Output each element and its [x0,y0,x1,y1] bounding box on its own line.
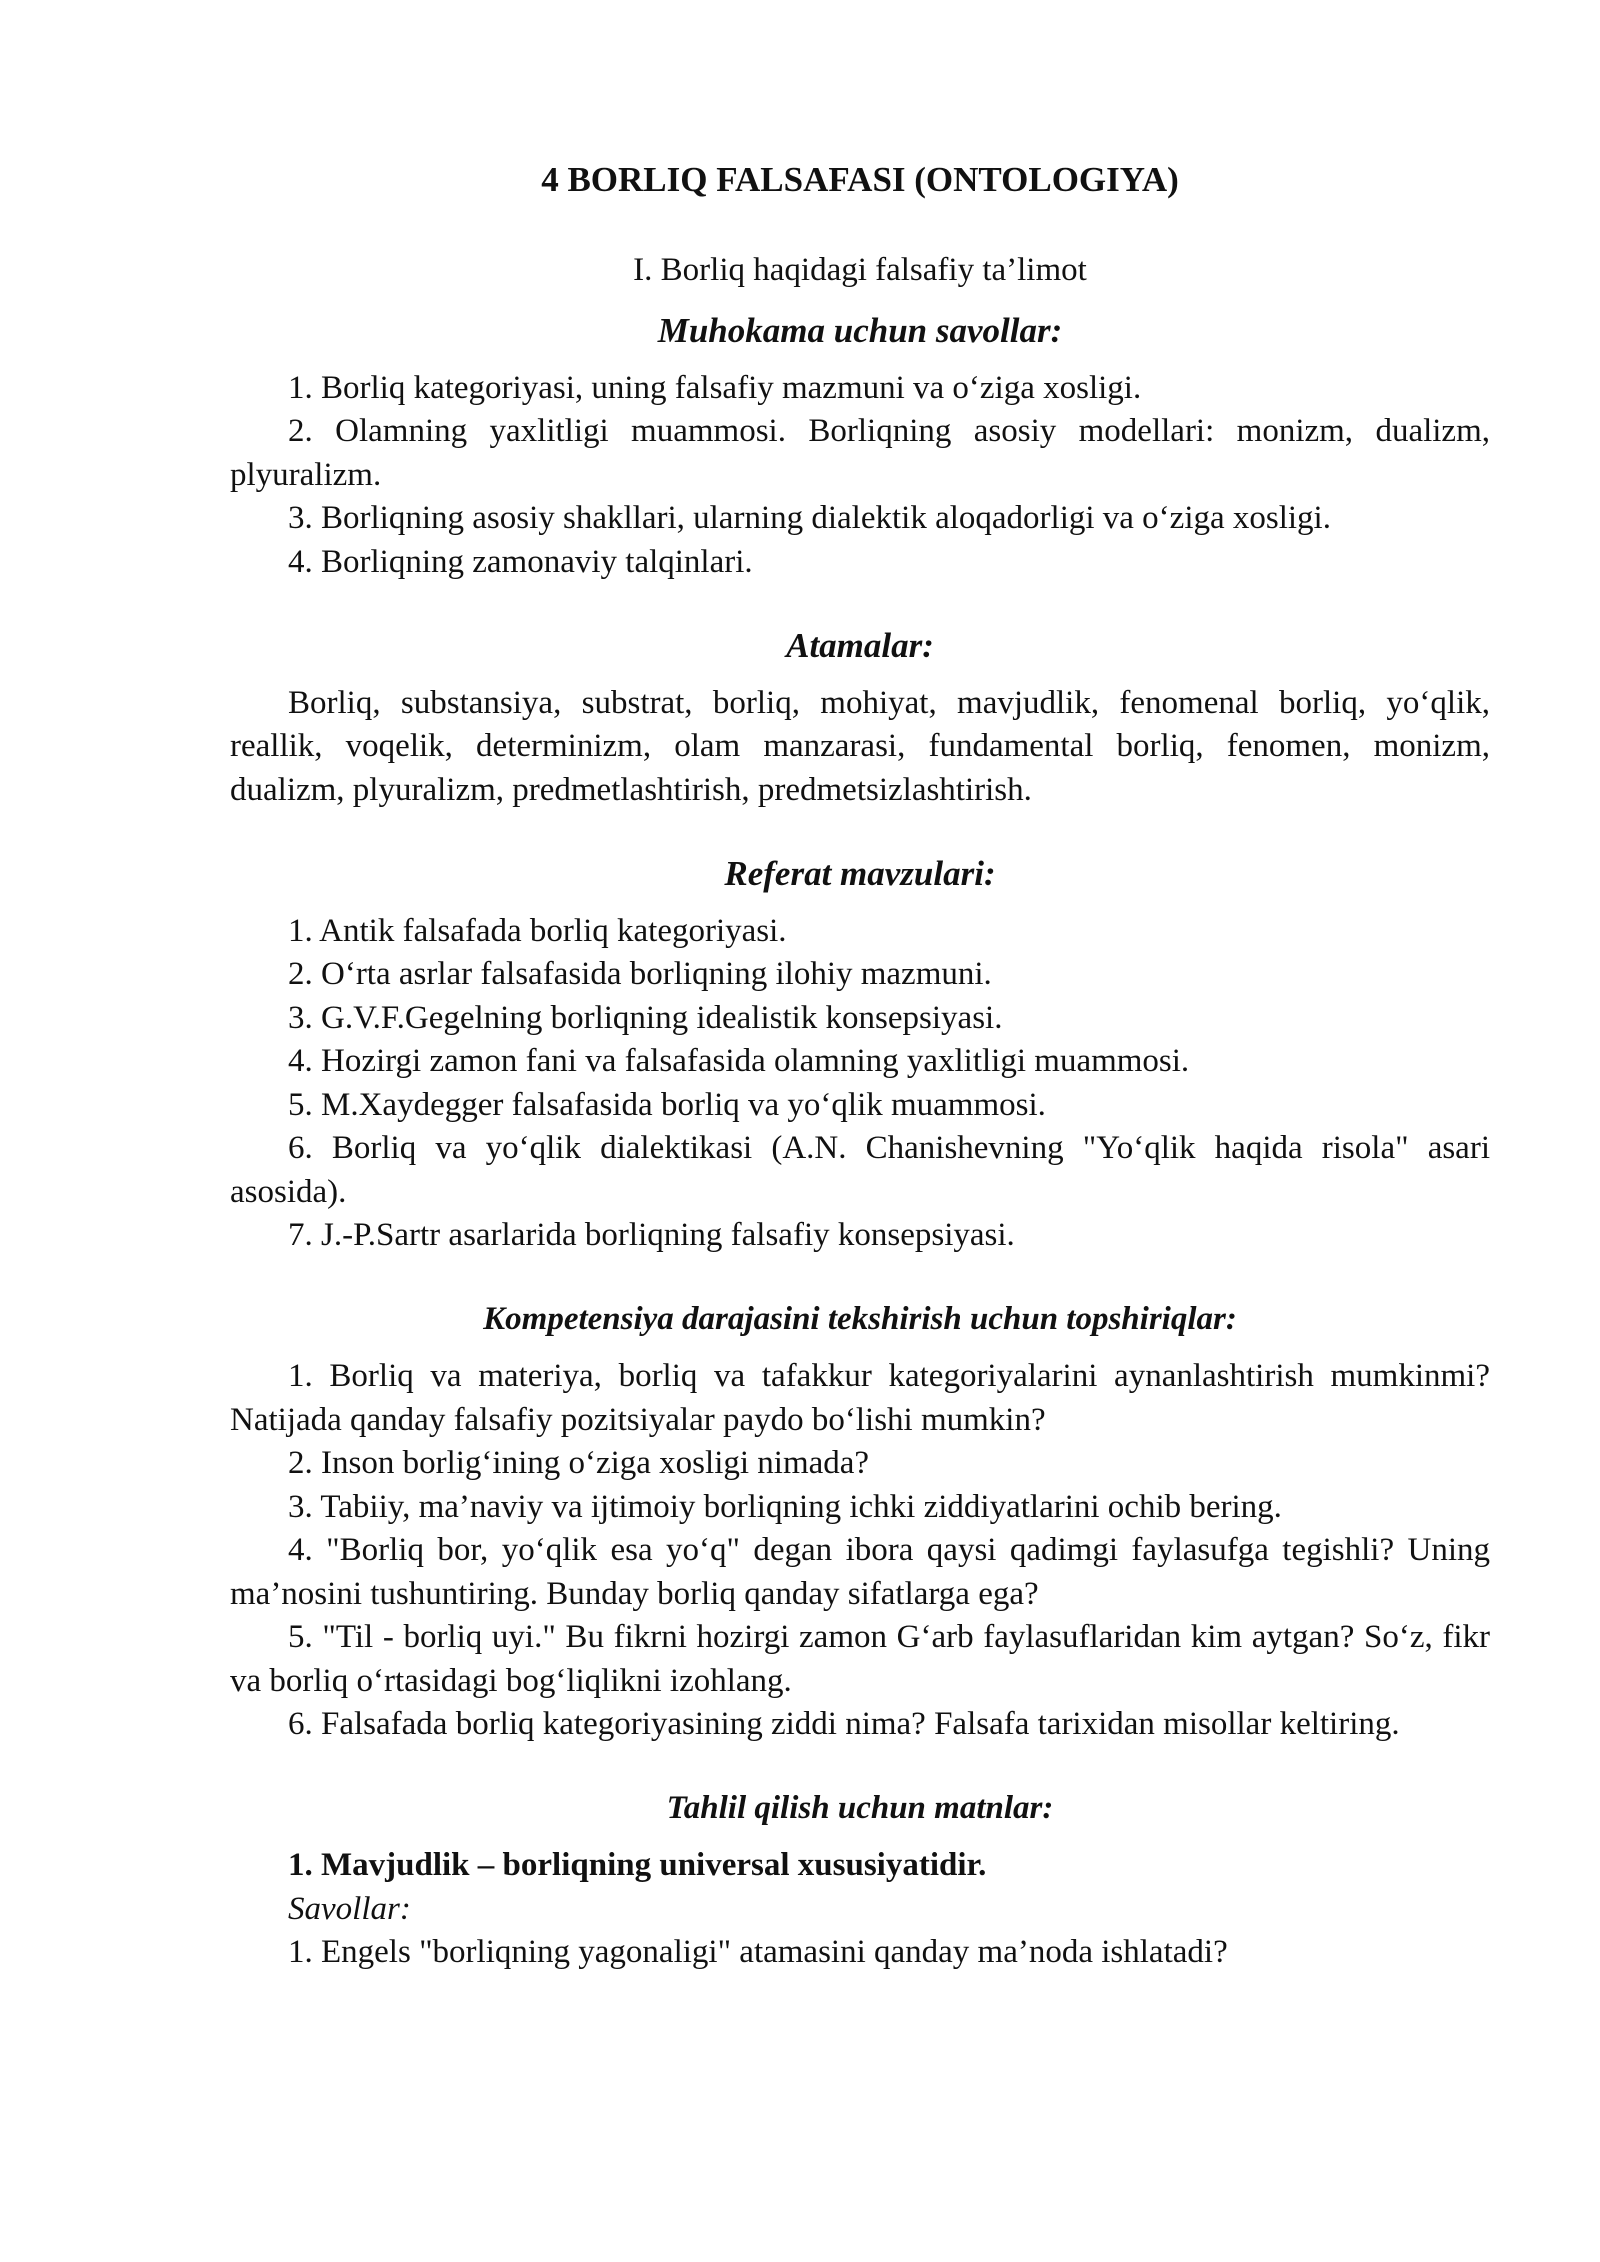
analysis-subheading: 1. Mavjudlik – borliqning universal xususiyatidir. [288,1847,987,1883]
discussion-heading: Muhokama uchun savollar: [657,311,1063,350]
essays-heading: Referat mavzulari: [724,854,996,893]
competence-item-1: 1. Borliq va materiya, borliq va tafakkur kategoriyalarini aynanlashtirish mumkinmi? Natijada qanday falsafiy pozitsiyalar paydo bo‘lishi mumkin? [230,1358,1490,1438]
essay-item-7: 7. J.-P.Sartr asarlarida borliqning falsafiy konsepsiyasi. [288,1217,1015,1253]
essay-item-2: 2. O‘rta asrlar falsafasida borliqning ilohiy mazmuni. [288,956,992,992]
document-page [230,150,1490,1975]
competence-list [230,1355,1490,1747]
essay-item-1: 1. Antik falsafada borliq kategoriyasi. [288,912,787,949]
section-subtitle: I. Borliq haqidagi falsafiy ta’limot [633,251,1087,288]
terms-heading: Atamalar: [786,626,934,665]
discussion-item-4: 4. Borliqning zamonaviy talqinlari. [288,543,753,580]
essay-item-5: 5. M.Xaydegger falsafasida borliq va yo‘qlik muammosi. [288,1086,1046,1123]
analysis-heading: Tahlil qilish uchun matnlar: [666,1789,1054,1826]
page-title: 4 BORLIQ FALSAFASI (ONTOLOGIYA) [541,160,1179,199]
essay-item-6: 6. Borliq va yo‘qlik dialektikasi (A.N. Chanishevning "Yo‘qlik haqida risola" asari asosida). [230,1130,1490,1210]
discussion-item-1: 1. Borliq kategoriyasi, uning falsafiy mazmuni va o‘ziga xosligi. [288,369,1142,406]
competence-heading: Kompetensiya darajasini tekshirish uchun topshiriqlar: [483,1300,1237,1337]
competence-item-2: 2. Inson borlig‘ining o‘ziga xosligi nimada? [288,1445,870,1481]
essay-item-4: 4. Hozirgi zamon fani va falsafasida olamning yaxlitligi muammosi. [288,1043,1190,1079]
competence-item-6: 6. Falsafada borliq kategoriyasining ziddi nima? Falsafa tarixidan misollar keltiring. [288,1706,1400,1742]
competence-item-4: 4. "Borliq bor, yo‘qlik esa yo‘q" degan ibora qaysi qadimgi faylasufga tegishli? Uning ma’nosini tushuntiring. Bunday borliq qanday sifatlarga ega? [230,1532,1490,1612]
competence-item-3: 3. Tabiiy, ma’naviy va ijtimoiy borliqning ichki ziddiyatlarini ochib bering. [288,1488,1282,1525]
discussion-list [230,367,1490,585]
discussion-item-3: 3. Borliqning asosiy shakllari, ularning dialektik aloqadorligi va o‘ziga xosligi. [288,500,1331,536]
essay-item-3: 3. G.V.F.Gegelning borliqning idealistik konsepsiyasi. [288,999,1003,1036]
questions-label: Savollar: [288,1890,411,1927]
analysis-question-1: 1. Engels "borliqning yagonaligi" atamasini qanday ma’noda ishlatadi? [288,1934,1228,1970]
essays-list [230,910,1490,1258]
discussion-item-2: 2. Olamning yaxlitligi muammosi. Borliqning asosiy modellari: monizm, dualizm, plyuralizm. [230,413,1490,493]
competence-item-5: 5. "Til - borliq uyi." Bu fikrni hozirgi zamon G‘arb faylasuflaridan kim aytgan? So‘z, fikr va borliq o‘rtasidagi bog‘liqlikni izohlang. [230,1619,1490,1699]
terms-paragraph: Borliq, substansiya, substrat, borliq, mohiyat, mavjudlik, fenomenal borliq, yo‘qlik, reallik, voqelik, determinizm, olam manzarasi, fundamental borliq, fenomen, monizm, dualizm, plyuralizm, predmetlashtirish, predmetsizlashtirish. [230,684,1490,808]
